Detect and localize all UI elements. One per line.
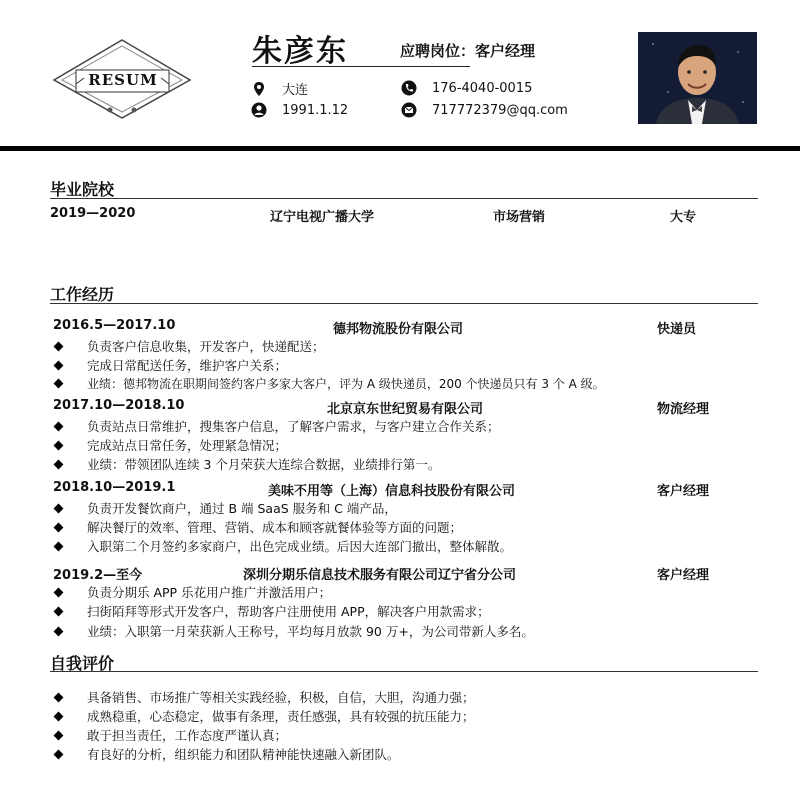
job-role: 物流经理 [657,402,710,417]
user-icon [250,101,268,119]
job-company: 深圳分期乐信息技术服务有限公司辽宁省分公司 [243,568,517,583]
bullet-icon [54,503,64,513]
location-row [250,79,308,98]
bullet-icon [54,692,64,702]
job-period: 2018.10—2019.1 [53,480,176,495]
education-divider [50,198,758,199]
job-period: 2019.2—至今 [53,568,143,583]
education-degree: 大专 [670,210,697,225]
birth-row [250,101,348,119]
location-text: 大连 [282,83,309,98]
bullet-icon [54,440,64,450]
header-bar [0,146,800,151]
job-role: 快递员 [657,322,697,337]
bullet-icon [54,606,64,616]
email-row [400,101,568,119]
list-item: 敢于担当责任，工作态度严谨认真； [55,726,287,744]
job-company: 德邦物流股份有限公司 [333,322,464,337]
self-eval-divider [50,671,758,672]
education-major: 市场营销 [493,210,546,225]
bullet-icon [54,626,64,636]
self-eval-title: 自我评价 [50,654,115,673]
bullet-icon [54,730,64,740]
list-item: 完成日常配送任务，维护客户关系； [55,356,287,374]
bullet-icon [54,711,64,721]
bullet-icon [54,749,64,759]
list-item: 入职第二个月签约多家商户，出色完成业绩。后因大连部门撤出，整体解散。 [55,537,512,555]
bullet-icon [54,587,64,597]
bullet-icon [54,541,64,551]
work-title: 工作经历 [50,285,115,304]
job-period: 2017.10—2018.10 [53,398,185,413]
bullet-icon [54,459,64,469]
bullet-icon [54,522,64,532]
job-role: 客户经理 [657,568,710,583]
list-item: 具备销售、市场推广等相关实践经验，积极，自信，大胆，沟通力强； [55,688,475,706]
list-item: 业绩：带领团队连续 3 个月荣获大连综合数据，业绩排行第一。 [55,455,440,473]
list-item: 业绩：德邦物流在职期间签约客户多家大客户，评为 A 级快递员，200 个快递员只有 3 个 A 级。 [55,375,605,392]
job-company: 北京京东世纪贸易有限公司 [327,402,484,417]
bullet-icon [54,421,64,431]
education-title: 毕业院校 [50,180,115,199]
logo-text: RESUM [88,71,158,89]
list-item: 有良好的分析，组织能力和团队精神能快速融入新团队。 [55,745,400,763]
work-divider [50,303,758,304]
list-item: 扫街陌拜等形式开发客户，帮助客户注册使用 APP，解决客户用款需求； [55,602,490,620]
list-item: 成熟稳重，心态稳定，做事有条理，责任感强，具有较强的抗压能力； [55,707,475,725]
phone-text: 176-4040-0015 [432,80,533,96]
job-period: 2016.5—2017.10 [53,318,176,333]
job-role: 客户经理 [657,484,710,499]
list-item: 负责客户信息收集，开发客户，快递配送； [55,337,325,355]
email-icon [400,101,418,119]
list-item: 业绩：入职第一月荣获新人王称号，平均每月放款 90 万+，为公司带新人多名。 [55,622,534,640]
phone-icon [400,79,418,97]
bullet-icon [54,341,64,351]
list-item: 负责开发餐饮商户，通过 B 端 SaaS 服务和 C 端产品， [55,499,397,517]
list-item: 完成站点日常任务，处理紧急情况； [55,436,287,454]
list-item: 负责分期乐 APP 乐花用户推广并激活用户； [55,583,331,601]
header-divider [252,66,470,67]
list-item: 负责站点日常维护，搜集客户信息，了解客户需求，与客户建立合作关系； [55,417,500,435]
birth-text: 1991.1.12 [282,102,349,118]
location-icon [250,80,268,98]
education-school: 辽宁电视广播大学 [270,210,375,225]
email-text: 717772379@qq.com [432,102,568,118]
resume-logo [50,38,195,120]
education-period: 2019—2020 [50,206,136,221]
applied-position: 应聘岗位：客户经理 [400,42,536,60]
candidate-name: 朱彦东 [252,34,348,69]
list-item: 解决餐厅的效率、管理、营销、成本和顾客就餐体验等方面的问题； [55,518,462,536]
phone-row [400,79,532,97]
profile-photo [638,32,757,124]
bullet-icon [54,360,64,370]
job-company: 美味不用等（上海）信息科技股份有限公司 [268,484,516,499]
bullet-icon [54,379,64,389]
